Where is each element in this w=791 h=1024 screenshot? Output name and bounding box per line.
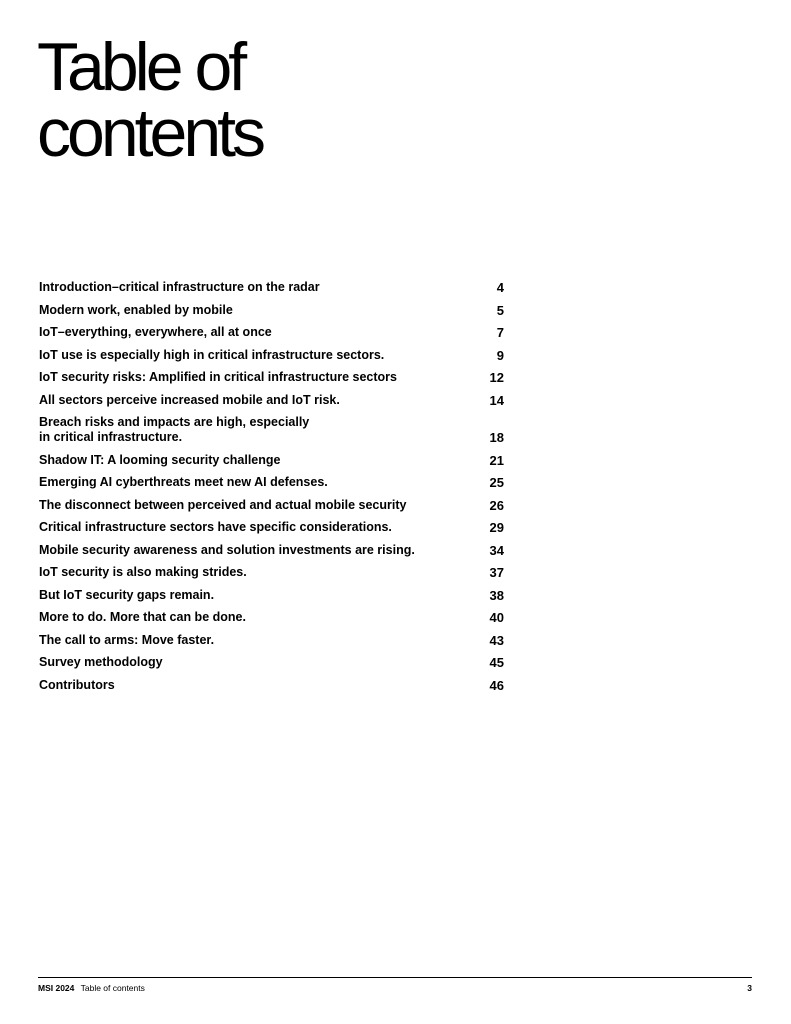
toc-entry[interactable]	[39, 325, 504, 340]
toc-entry-page: 25	[489, 475, 504, 490]
toc-entry-label: Breach risks and impacts are high, especially in critical infrastructure.	[39, 415, 310, 444]
toc-entry-page: 21	[489, 452, 504, 468]
toc-entry-label: Critical infrastructure sectors have specific considerations.	[39, 520, 392, 534]
page-title-line-1: Table of	[37, 29, 244, 105]
toc-entry[interactable]	[39, 303, 504, 318]
page-footer	[38, 983, 752, 993]
toc-entry-page: 7	[496, 325, 504, 340]
toc-entry-label: The call to arms: Move faster.	[39, 632, 215, 647]
toc-entry[interactable]	[39, 520, 504, 535]
toc-entry[interactable]	[39, 588, 504, 603]
toc-entry-page: 4	[496, 280, 504, 295]
toc-entry-label: Mobile security awareness and solution investments are rising.	[39, 542, 415, 557]
toc-entry-page: 43	[489, 632, 504, 648]
toc-entry-label: Survey methodology	[39, 655, 163, 669]
toc-entry-page: 29	[489, 520, 504, 535]
toc-entry[interactable]	[39, 393, 504, 408]
toc-entry[interactable]	[39, 633, 504, 648]
toc-entry[interactable]	[39, 415, 504, 445]
toc-entry[interactable]	[39, 655, 504, 670]
footer-left	[38, 983, 145, 993]
toc-entry-page: 34	[489, 542, 504, 558]
toc-entry[interactable]	[39, 678, 504, 693]
toc-entry-label: But IoT security gaps remain.	[39, 587, 215, 602]
toc-entry[interactable]	[39, 498, 504, 513]
toc-entry-label: More to do. More that can be done.	[39, 610, 246, 624]
toc-entry-label: Emerging AI cyberthreats meet new AI defenses.	[39, 475, 328, 489]
toc-entry-label: All sectors perceive increased mobile and IoT risk.	[39, 392, 340, 407]
toc-entry-page: 40	[489, 610, 504, 625]
toc-entry-page: 5	[496, 302, 504, 318]
toc-entry[interactable]	[39, 565, 504, 580]
toc-entry-label: IoT security is also making strides.	[39, 565, 247, 579]
toc-entry-label: Introduction–critical infrastructure on the radar	[39, 280, 320, 294]
footer-brand: MSI 2024	[38, 983, 75, 993]
toc-entry-label: Shadow IT: A looming security challenge	[39, 452, 281, 467]
page-title-line-2: contents	[37, 95, 263, 171]
toc-entry-label: Modern work, enabled by mobile	[39, 302, 233, 317]
toc-entry-label: Contributors	[39, 677, 115, 692]
footer-page-number: 3	[747, 983, 752, 993]
toc-entry[interactable]	[39, 370, 504, 385]
toc-entry[interactable]	[39, 610, 504, 625]
toc-entry[interactable]	[39, 348, 504, 363]
toc-entry-page: 26	[489, 497, 504, 513]
toc-entry-page: 37	[489, 565, 504, 580]
toc-entry-label: IoT–everything, everywhere, all at once	[39, 325, 272, 339]
toc-entry-page: 9	[496, 347, 504, 363]
toc-entry[interactable]	[39, 543, 504, 558]
toc-entry[interactable]	[39, 280, 504, 295]
toc-entry-page: 45	[489, 655, 504, 670]
footer-divider	[38, 977, 752, 978]
toc-entry-label: The disconnect between perceived and actual mobile security	[39, 497, 407, 512]
toc-entry-page: 38	[489, 587, 504, 603]
toc-entry-page: 46	[489, 677, 504, 693]
page-title	[37, 29, 263, 171]
toc-entry[interactable]	[39, 453, 504, 468]
toc-entry-label: IoT security risks: Amplified in critical infrastructure sectors	[39, 370, 397, 384]
toc-entry-page: 14	[489, 392, 504, 408]
toc-entry-page: 12	[489, 370, 504, 385]
footer-section: Table of contents	[80, 983, 145, 993]
toc-entry[interactable]	[39, 475, 504, 490]
toc-entry-page: 18	[489, 430, 504, 445]
toc-entry-label: IoT use is especially high in critical infrastructure sectors.	[39, 347, 385, 362]
table-of-contents	[39, 280, 504, 700]
